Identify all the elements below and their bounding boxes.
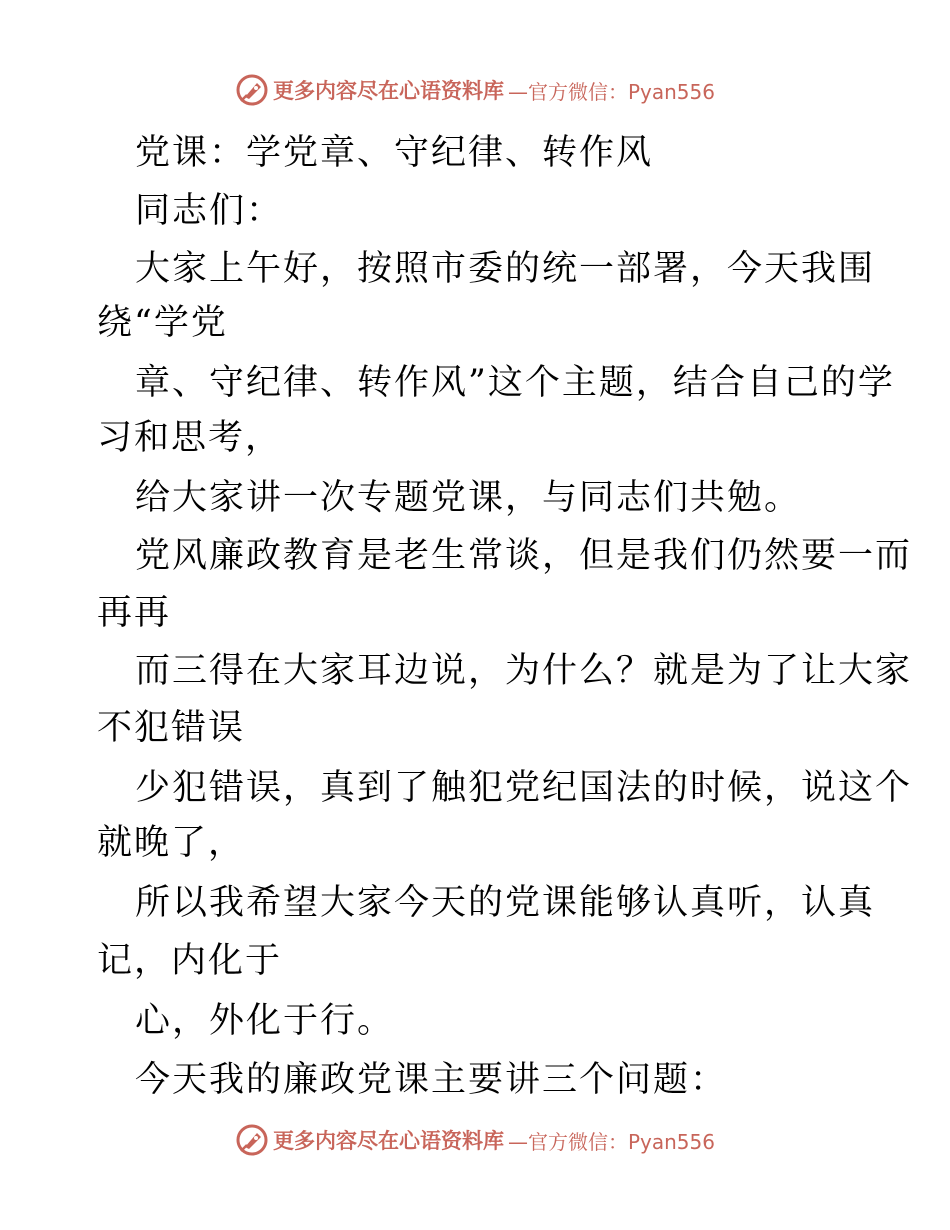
pen-nib-seal-icon [235,1123,269,1157]
watermark-official-text: —官方微信：Pyan556 [507,79,715,104]
document-title: 党课：学党章、守纪律、转作风 [135,133,654,173]
header-watermark [0,70,950,110]
paragraph-line: 心，外化于行。 [135,1001,395,1041]
paragraph-line: 再再 [97,593,172,633]
paragraph-line: 就晚了， [97,823,246,863]
paragraph-line: 所以我希望大家今天的党课能够认真听，认真 [135,883,876,923]
pen-nib-seal-icon [235,73,269,107]
paragraph-line: 习和思考， [97,418,283,458]
paragraph-line: 绕“学党 [97,303,228,343]
paragraph-line: 记，内化于 [97,941,283,981]
paragraph-line: 不犯错误 [97,708,246,748]
paragraph-line: 章、守纪律、转作风”这个主题，结合自己的学 [135,363,895,403]
paragraph-line: 大家上午好，按照市委的统一部署，今天我围 [135,249,876,289]
salutation: 同志们： [135,191,284,231]
watermark-official-text: —官方微信：Pyan556 [507,1129,715,1154]
footer-watermark [0,1120,950,1160]
paragraph-line: 党风廉政教育是老生常谈，但是我们仍然要一而 [135,536,913,576]
paragraph-line: 少犯错误，真到了触犯党纪国法的时候，说这个 [135,768,913,808]
paragraph-line: 今天我的廉政党课主要讲三个问题： [135,1060,728,1100]
watermark-brand-text: 更多内容尽在心语资料库 [272,79,504,103]
paragraph-line: 给大家讲一次专题党课，与同志们共勉。 [135,478,802,518]
watermark-brand-text: 更多内容尽在心语资料库 [272,1129,504,1153]
paragraph-line: 而三得在大家耳边说，为什么？就是为了让大家 [135,651,913,691]
